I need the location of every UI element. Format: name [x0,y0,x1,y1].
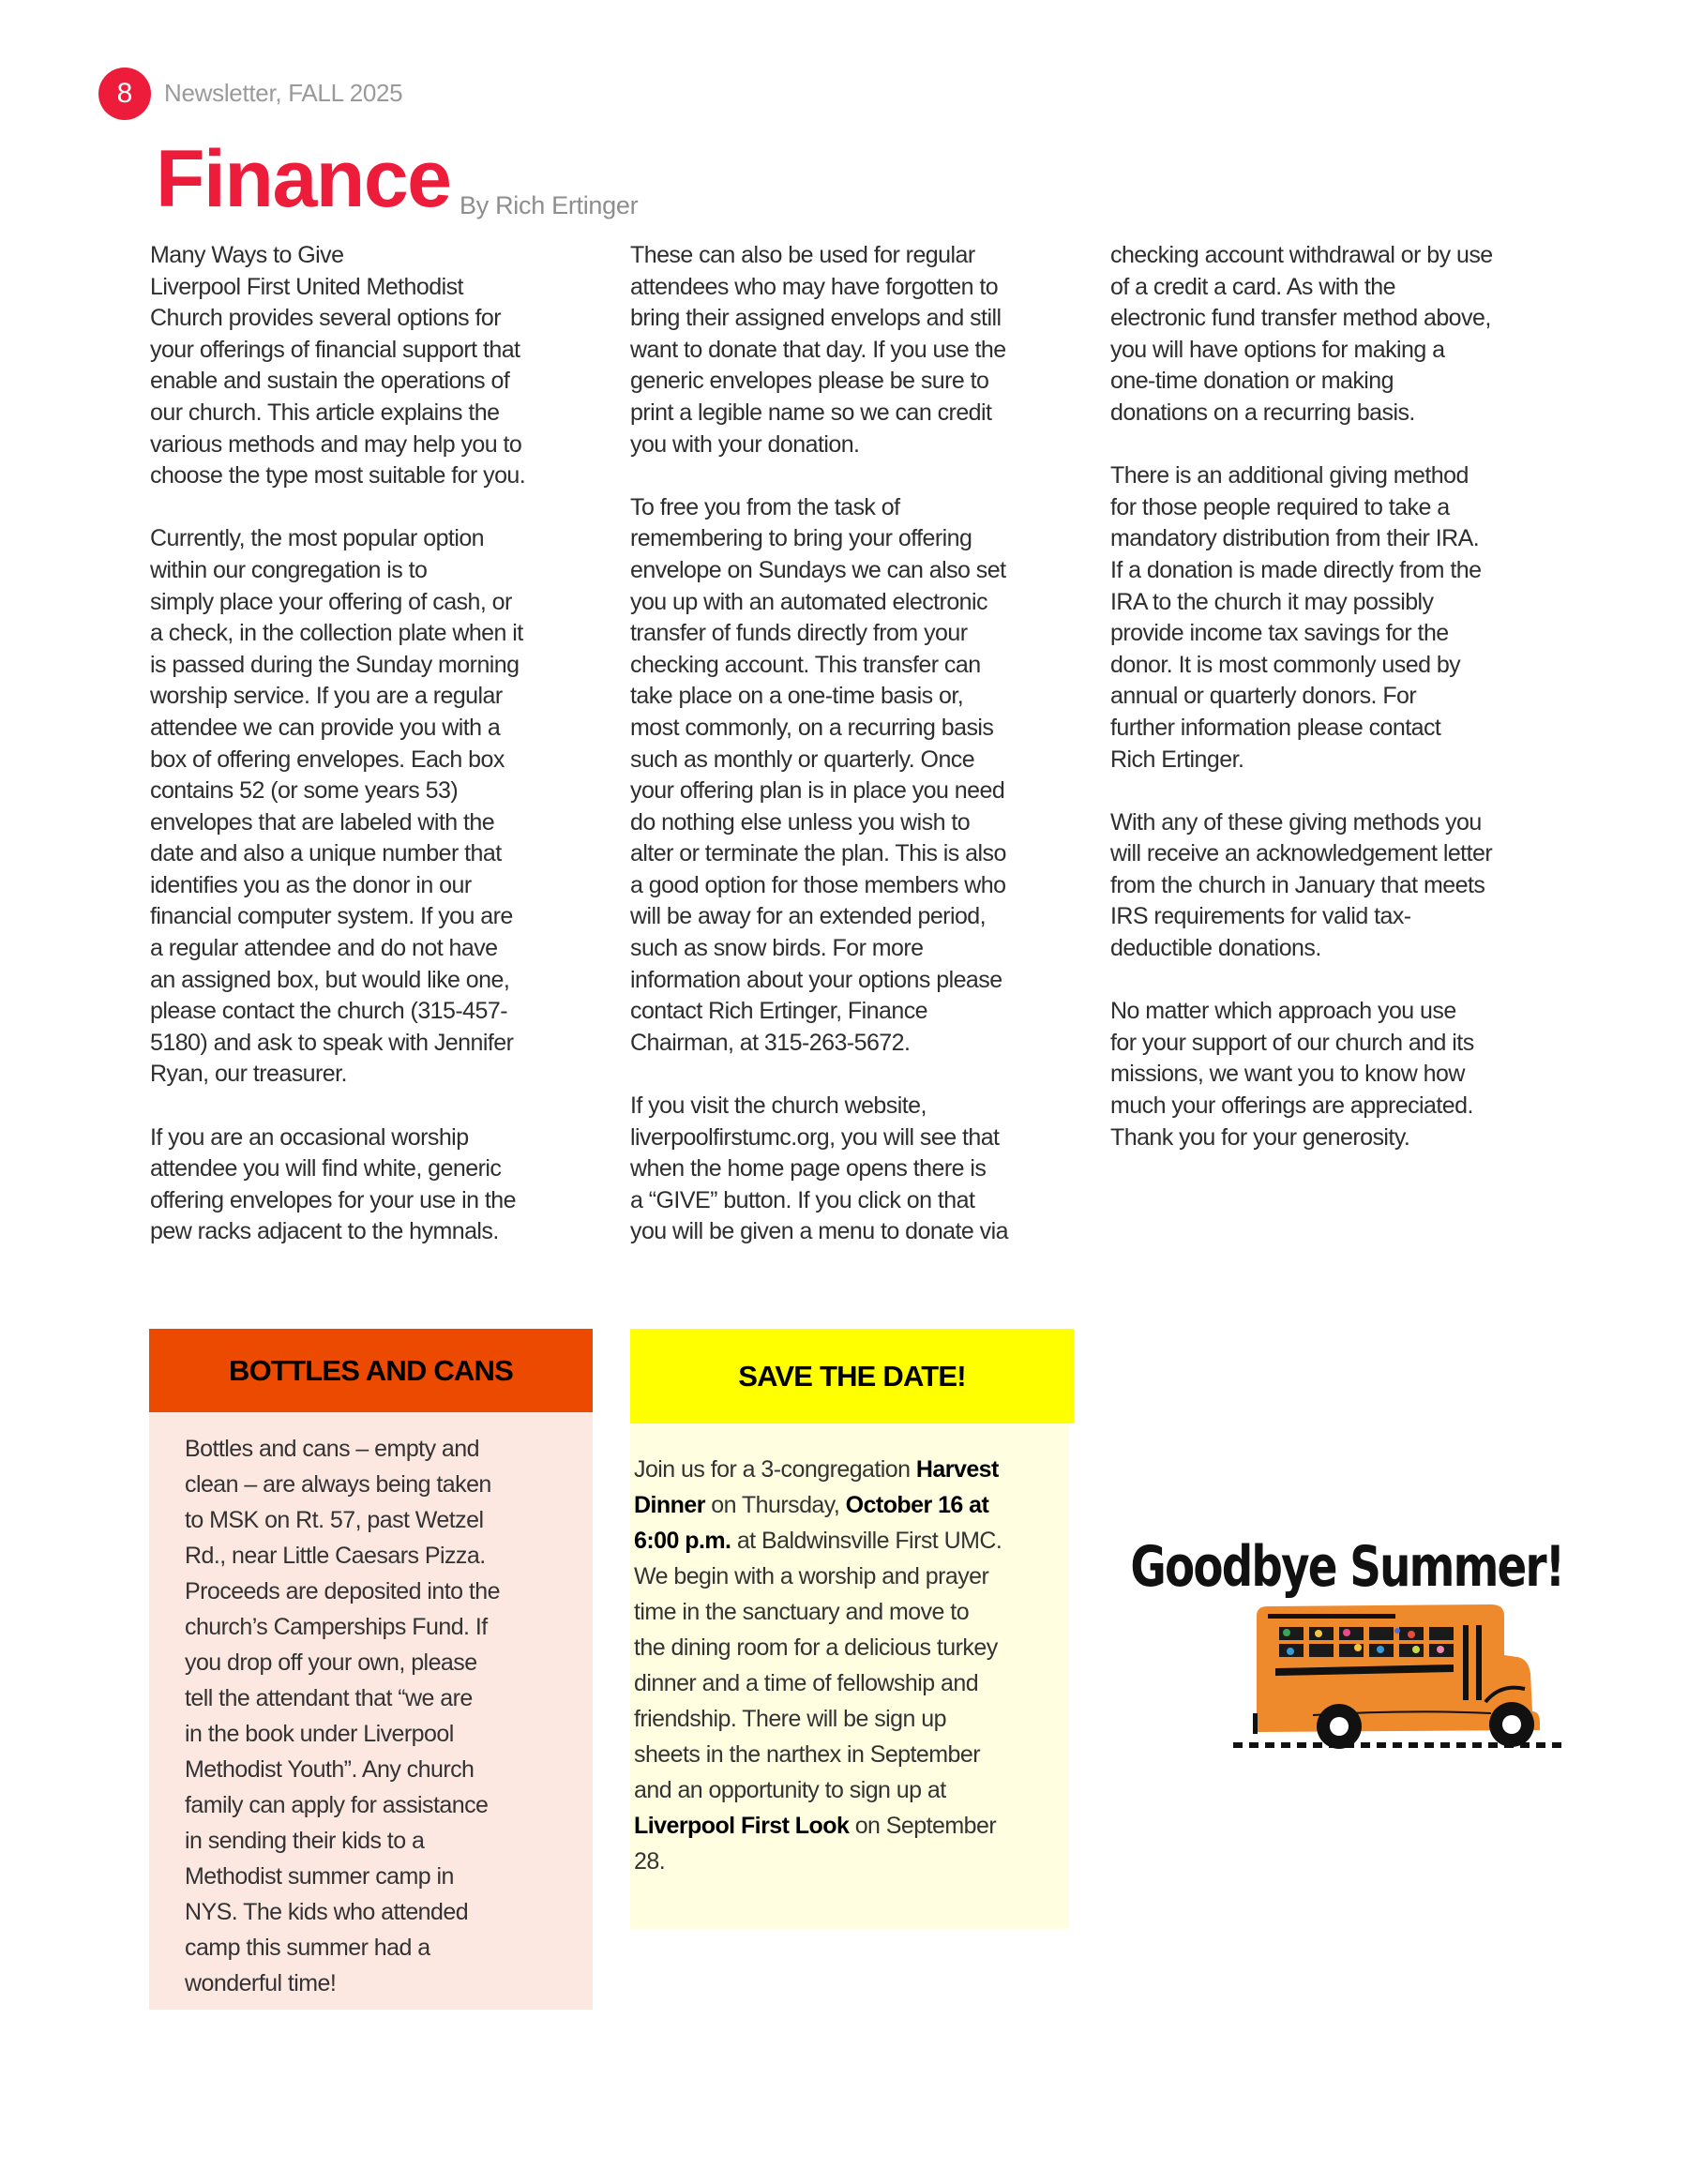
article-text-line: IRS requirements for valid tax- [1110,903,1411,930]
article-text-line: checking account withdrawal or by use [1110,242,1493,268]
save-date-text-line [634,1487,1002,1523]
article-text-line: There is an additional giving method [1110,462,1469,490]
article-text-line: transfer of funds directly from your [630,620,968,647]
article-text-line: bring their assigned envelops and still [630,305,1002,332]
article-text-line: contact Rich Ertinger, Finance [630,998,927,1025]
save-date-text-line [634,1701,1002,1737]
goodbye-summer-caption: Goodbye Summer! [1130,1533,1564,1600]
paragraph-gap [150,1091,600,1122]
save-date-text: on September [849,1813,997,1839]
article-text-line: deductible donations. [1110,935,1321,962]
article-text-line: remembering to bring your offering [630,525,972,552]
article-text-line: annual or quarterly donors. For [1110,683,1417,710]
article-text-line: such as snow birds. For more [630,935,924,962]
bottles-text-line: Methodist Youth”. Any church [185,1756,475,1783]
bottles-text-line: in the book under Liverpool [185,1721,454,1747]
article-text-line: attendees who may have forgotten to [630,273,999,300]
article-text-line: If a donation is made directly from the [1110,556,1482,583]
article-text-line: will be away for an extended period, [630,903,987,930]
article-text-line: your offering plan is in place you need [630,777,1005,805]
article-text-line: of a credit a card. As with the [1110,273,1395,300]
article-text-line: electronic fund transfer method above, [1110,305,1491,332]
bottles-text-line: clean – are always being taken [185,1471,491,1498]
article-text-line: Ryan, our treasurer. [150,1061,347,1088]
article-text-line: generic envelopes please be sure to [630,368,989,395]
save-date-text-line [634,1665,1002,1701]
save-date-text-line [634,1808,1002,1844]
bus-door [1463,1625,1469,1700]
save-date-text-line [634,1630,1002,1665]
article-text-line: further information please contact [1110,714,1441,741]
save-date-highlight: Liverpool First Look [634,1813,850,1839]
article-byline: By Rich Ertinger [460,191,639,219]
save-date-text: sheets in the narthex in September [634,1741,981,1768]
article-text-line: provide income tax savings for the [1110,620,1449,647]
article-text-line: a good option for those members who [630,871,1006,898]
article-text-line: contains 52 (or some years 53) [150,777,459,805]
article-text-line: an assigned box, but would like one, [150,966,510,993]
article-text-line: donations on a recurring basis. [1110,399,1415,426]
save-date-text-line [634,1844,1002,1879]
article-text-line: envelope on Sundays we can also set [630,556,1006,583]
article-text-line: box of offering envelopes. Each box [150,746,505,773]
article-text-line: Thank you for your generosity. [1110,1123,1410,1151]
bottles-text-line: to MSK on Rt. 57, past Wetzel [185,1507,484,1533]
bottles-box-text [185,1431,500,2001]
article-text-line: want to donate that day. If you use the [630,336,1006,363]
article-text-line: such as monthly or quarterly. Once [630,746,975,773]
article-text-line: identifies you as the donor in our [150,871,472,898]
article-text-line: a “GIVE” button. If you click on that [630,1186,975,1213]
bottles-text-line: tell the attendant that “we are [185,1685,473,1711]
bottles-text-line: Proceeds are deposited into the [185,1578,500,1604]
article-text-line: 5180) and ask to speak with Jennifer [150,1029,514,1056]
bottles-and-cans-box [149,1329,593,2010]
article-text-line: will receive an acknowledgement letter [1110,840,1493,867]
article-text-line: If you are an occasional worship [150,1123,469,1151]
article-text-line: most commonly, on a recurring basis [630,714,994,741]
article-text-line: Church provides several options for [150,305,501,332]
article-text-line: enable and sustain the operations of [150,368,510,395]
bus-stripe [1268,1614,1395,1619]
article-text-line: These can also be used for regular [630,242,975,268]
article-text-line: information about your options please [630,966,1002,993]
article-column-3 [1110,240,1560,1153]
article-text-line: missions, we want you to know how [1110,1061,1465,1088]
bus-rear-hub [1330,1717,1349,1736]
article-text-line: you with your donation. [630,430,860,458]
bus-door-edge [1476,1625,1482,1700]
save-date-text: the dining room for a delicious turkey [634,1634,998,1661]
article-text-line: simply place your offering of cash, or [150,588,512,615]
article-text-line: alter or terminate the plan. This is also [630,840,1006,867]
save-date-text: time in the sanctuary and move to [634,1599,970,1625]
article-text-line: our church. This article explains the [150,399,500,426]
school-bus-icon [1125,1514,1594,1758]
article-text-line: various methods and may help you to [150,430,522,458]
article-text-line: pew racks adjacent to the hymnals. [150,1218,499,1245]
goodbye-summer-illustration [1125,1514,1594,1758]
save-date-box-text [634,1452,1002,1879]
save-date-highlight: October 16 at [845,1492,989,1518]
paragraph-gap [1110,776,1560,807]
save-date-text-line [634,1772,1002,1808]
article-text-line: much your offerings are appreciated. [1110,1092,1473,1120]
running-head: Newsletter, FALL 2025 [164,79,403,107]
article-text-line: you will have options for making a [1110,336,1445,363]
article-text-line: Currently, the most popular option [150,525,485,552]
save-date-text: on Thursday, [704,1492,846,1518]
article-text-line: To free you from the task of [630,493,900,520]
article-text-line: checking account. This transfer can [630,651,981,678]
article-text-line: for those people required to take a [1110,493,1450,520]
article-text-line: offering envelopes for your use in the [150,1186,517,1213]
article-text-line: a regular attendee and do not have [150,935,498,962]
article-text-line: is passed during the Sunday morning [150,651,520,678]
article-text-line: take place on a one-time basis or, [630,683,964,710]
paragraph-gap [630,1059,1080,1091]
save-date-text-line [634,1594,1002,1630]
bottles-text-line: family can apply for assistance [185,1792,489,1818]
article-text-line: please contact the church (315-457- [150,998,507,1025]
save-the-date-box [630,1329,1074,1929]
article-column-2 [630,240,1080,1248]
page-number-badge: 8 [98,68,151,120]
paragraph-gap [1110,965,1560,997]
bottles-text-line: church’s Camperships Fund. If [185,1614,488,1640]
bottles-text-line: Bottles and cans – empty and [185,1436,479,1462]
article-text-line: do nothing else unless you wish to [630,808,971,836]
article-text-line: print a legible name so we can credit [630,399,992,426]
save-date-text: friendship. There will be sign up [634,1706,946,1732]
article-text-line: choose the type most suitable for you. [150,462,526,490]
save-date-text: at Baldwinsville First UMC. [731,1528,1002,1554]
article-text-line: you up with an automated electronic [630,588,987,615]
bottles-text-line: in sending their kids to a [185,1828,425,1854]
article-text-line: Rich Ertinger. [1110,746,1244,773]
article-text-line: Many Ways to Give [150,242,344,268]
save-date-text-line [634,1737,1002,1772]
article-text-line: for your support of our church and its [1110,1029,1474,1056]
article-text-line: mandatory distribution from their IRA. [1110,525,1480,552]
article-text-line: from the church in January that meets [1110,871,1485,898]
article-text-line: a check, in the collection plate when it [150,620,523,647]
article-text-line: If you visit the church website, [630,1092,927,1120]
bottles-text-line: Rd., near Little Caesars Pizza. [185,1543,486,1569]
save-date-text-line [634,1523,1002,1559]
article-text-line: IRA to the church it may possibly [1110,588,1434,615]
paragraph-gap [1110,429,1560,461]
article-text-line: envelopes that are labeled with the [150,808,495,836]
article-text-line: Chairman, at 315-263-5672. [630,1029,911,1056]
save-date-box-title: SAVE THE DATE! [630,1329,1074,1423]
bottles-box-body [149,1412,593,2010]
bottles-text-line: you drop off your own, please [185,1649,477,1676]
article-text-line: attendee you will find white, generic [150,1155,502,1182]
bottles-text-line: Methodist summer camp in [185,1863,454,1890]
bus-bumper [1253,1713,1258,1734]
article-text-line: financial computer system. If you are [150,903,513,930]
article-text-line: date and also a unique number that [150,840,502,867]
bottles-box-title: BOTTLES AND CANS [149,1329,593,1412]
article-text-line: liverpoolfirstumc.org, you will see that [630,1123,1000,1151]
article-text-line: worship service. If you are a regular [150,683,503,710]
article-text-line: one-time donation or making [1110,368,1394,395]
save-date-text: 28. [634,1848,666,1875]
save-date-text: Join us for a 3-congregation [634,1456,916,1483]
paragraph-gap [630,460,1080,492]
article-text-line: when the home page opens there is [630,1155,987,1182]
article-text-line: With any of these giving methods you [1110,808,1482,836]
save-date-box-body [630,1423,1069,1929]
save-date-text: We begin with a worship and prayer [634,1563,989,1589]
save-date-text-line [634,1452,1002,1487]
article-text-line: donor. It is most commonly used by [1110,651,1461,678]
article-text-line: No matter which approach you use [1110,998,1456,1025]
article-column-1 [150,240,600,1248]
save-date-highlight: Dinner [634,1492,705,1518]
article-text-line: your offerings of financial support that [150,336,520,363]
save-date-highlight: 6:00 p.m. [634,1528,731,1554]
article-title: Finance [156,134,451,224]
bottles-text-line: camp this summer had a [185,1935,430,1961]
save-date-text: dinner and a time of fellowship and [634,1670,979,1696]
save-date-text: and an opportunity to sign up at [634,1777,946,1803]
bottles-text-line: wonderful time! [185,1970,337,1996]
save-date-highlight: Harvest [915,1456,999,1483]
paragraph-gap [150,492,600,524]
bottles-text-line: NYS. The kids who attended [185,1899,469,1925]
bus-front-hub [1502,1715,1521,1734]
article-text-line: Liverpool First United Methodist [150,273,463,300]
article-text-line: attendee we can provide you with a [150,714,501,741]
article-text-line: within our congregation is to [150,556,428,583]
save-date-text-line [634,1559,1002,1594]
article-text-line: you will be given a menu to donate via [630,1218,1008,1245]
